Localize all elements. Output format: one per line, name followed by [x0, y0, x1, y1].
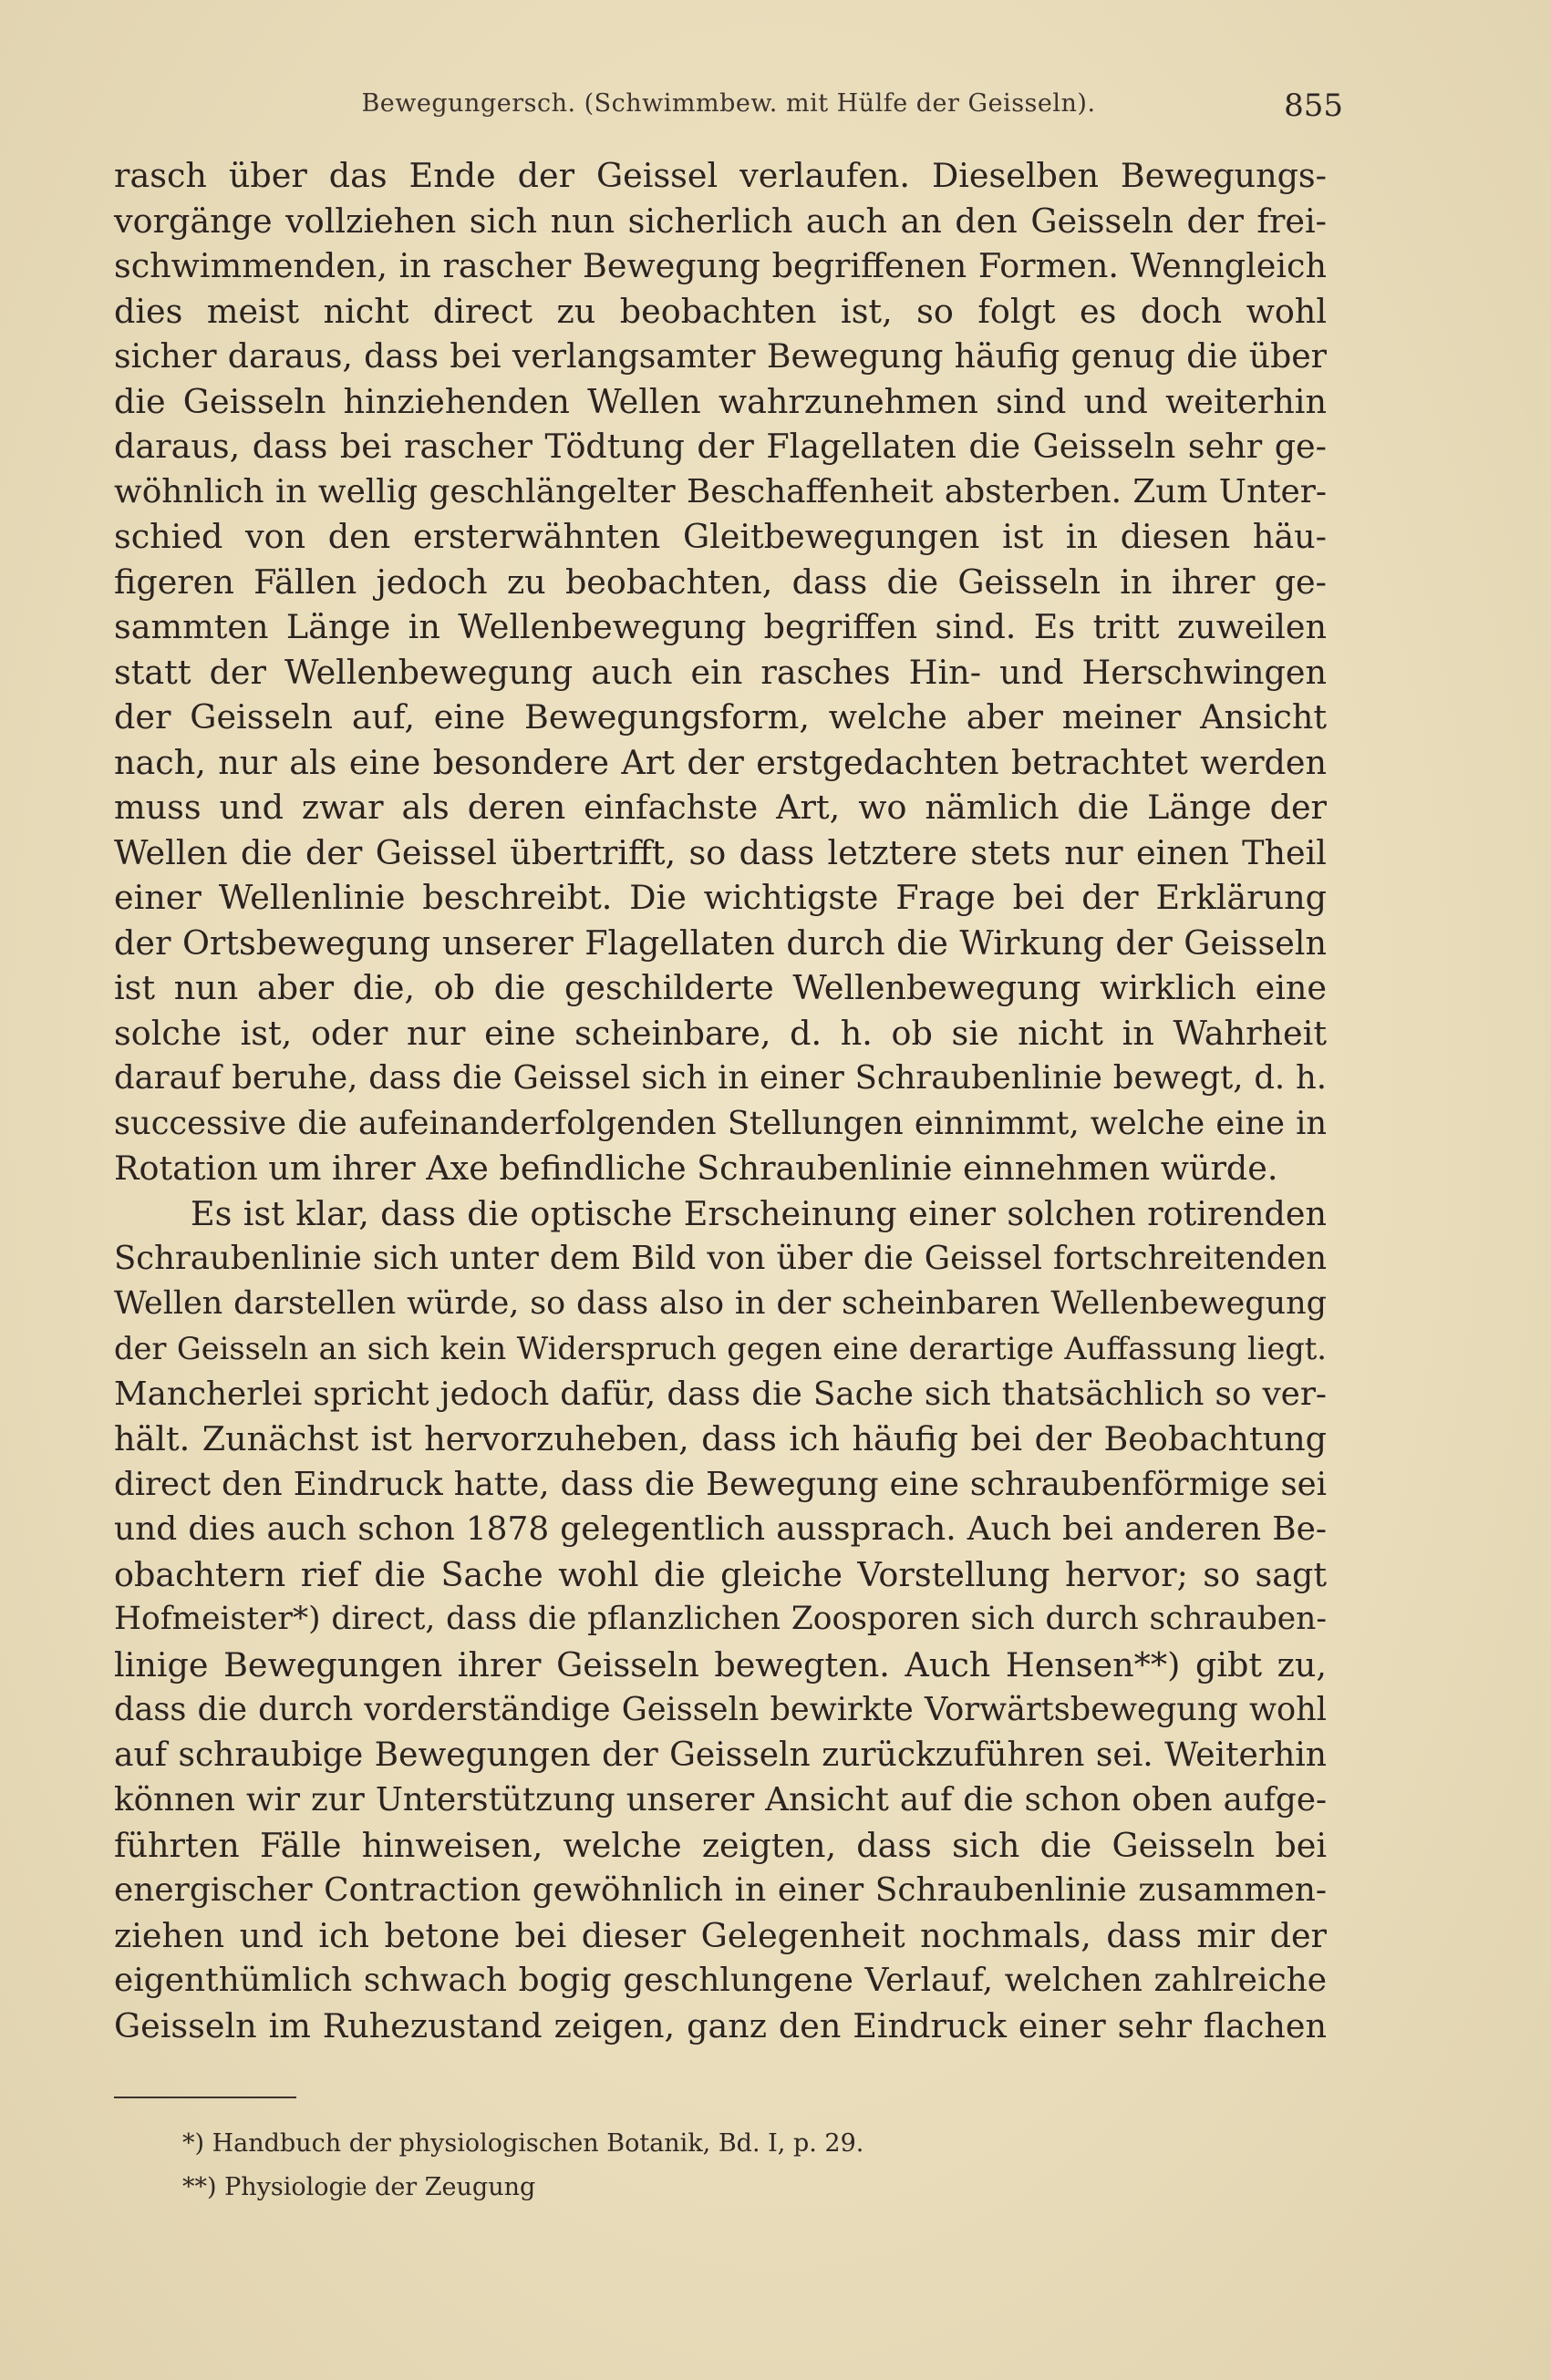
text-line: Hofmeister*) direct, dass die pflanzlichen Zoosporen sich durch schrauben- [114, 1601, 1327, 1637]
text-line: auf schraubige Bewegungen der Geisseln zurückzuführen sei. Weiterhin [114, 1736, 1327, 1774]
text-line: Wellen darstellen würde, so dass also in der scheinbaren Wellenbewegung [114, 1284, 1327, 1322]
page-header [114, 89, 1343, 129]
text-line: führten Fälle hinweisen, welche zeigten, dass sich die Geisseln bei [114, 1825, 1327, 1865]
text-line: obachtern rief die Sache wohl die gleiche Vorstellung hervor; so sagt [114, 1554, 1327, 1594]
text-line: rasch über das Ende der Geissel verlaufen. Dieselben Bewegungs- [114, 156, 1327, 195]
footnote-1: *) Handbuch der physiologischen Botanik, Bd. I, p. 29. [182, 2129, 864, 2158]
text-line: successive die aufeinanderfolgenden Stellungen einnimmt, welche eine in [114, 1104, 1327, 1142]
text-line: der Geisseln an sich kein Widerspruch gegen eine derartige Auffassung liegt. [114, 1331, 1327, 1366]
text-line: schwimmenden, in rascher Bewegung begriffenen Formen. Wenngleich [114, 246, 1327, 285]
text-line: wöhnlich in wellig geschlängelter Beschaffenheit absterben. Zum Unter- [114, 472, 1327, 510]
text-line: eigenthümlich schwach bogig geschlungene Verlauf, welchen zahlreiche [114, 1962, 1327, 1999]
text-line: und dies auch schon 1878 gelegentlich aussprach. Auch bei anderen Be- [114, 1510, 1327, 1548]
paragraph-end-line: Rotation um ihrer Axe befindliche Schraubenlinie einnehmen würde. [114, 1149, 1278, 1188]
running-head: Bewegungersch. (Schwimmbew. mit Hülfe der Geisseln). [361, 89, 1096, 118]
paragraph-start-line: Es ist klar, dass die optische Erscheinung einer solchen rotirenden [191, 1193, 1327, 1233]
text-line: können wir zur Unterstützung unserer Ansicht auf die schon oben aufge- [114, 1781, 1327, 1818]
text-line: dies meist nicht direct zu beobachten ist, so folgt es doch wohl [114, 291, 1327, 331]
text-line: ziehen und ich betone bei dieser Gelegenheit nochmals, dass mir der [114, 1915, 1327, 1955]
body-text [114, 153, 1327, 2048]
page-number: 855 [1284, 88, 1343, 124]
text-line: sammten Länge in Wellenbewegung begriffen sind. Es tritt zuweilen [114, 607, 1327, 646]
text-line: direct den Eindruck hatte, dass die Bewegung eine schraubenförmige sei [114, 1465, 1327, 1503]
text-line: vorgänge vollziehen sich nun sicherlich auch an den Geisseln der frei- [114, 201, 1327, 241]
text-line: einer Wellenlinie beschreibt. Die wichtigste Frage bei der Erklärung [114, 878, 1327, 917]
text-line: Mancherlei spricht jedoch dafür, dass die Sache sich thatsächlich so ver- [114, 1375, 1327, 1413]
text-line: der Ortsbewegung unserer Flagellaten durch die Wirkung der Geisseln [114, 922, 1327, 963]
text-line: daraus, dass bei rascher Tödtung der Flagellaten die Geisseln sehr ge- [114, 427, 1327, 466]
text-line: Geisseln im Ruhezustand zeigen, ganz den Eindruck einer sehr flachen [114, 2005, 1327, 2045]
text-line: statt der Wellenbewegung auch ein rasches Hin- und Herschwingen [114, 652, 1327, 692]
text-line: muss und zwar als deren einfachste Art, wo nämlich die Länge der [114, 788, 1327, 827]
text-line: nach, nur als eine besondere Art der erstgedachten betrachtet werden [114, 742, 1327, 782]
text-line: die Geisseln hinziehenden Wellen wahrzunehmen sind und weiterhin [114, 381, 1327, 421]
text-line: der Geisseln auf, eine Bewegungsform, welche aber meiner Ansicht [114, 697, 1327, 737]
text-line: schied von den ersterwähnten Gleitbewegungen ist in diesen häu- [114, 517, 1327, 556]
footnotes [182, 2122, 1277, 2210]
text-line: ist nun aber die, ob die geschilderte Wellenbewegung wirklich eine [114, 968, 1327, 1007]
text-line: darauf beruhe, dass die Geissel sich in einer Schraubenlinie bewegt, d. h. [114, 1059, 1327, 1097]
text-line: Schraubenlinie sich unter dem Bild von über die Geissel fortschreitenden [114, 1240, 1327, 1277]
text-line: solche ist, oder nur eine scheinbare, d. h. ob sie nicht in Wahrheit [114, 1013, 1327, 1053]
text-line: energischer Contraction gewöhnlich in einer Schraubenlinie zusammen- [114, 1871, 1327, 1909]
text-line: dass die durch vorderständige Geisseln bewirkte Vorwärtsbewegung wohl [114, 1691, 1327, 1728]
footnote-separator [114, 2097, 296, 2098]
text-line: figeren Fällen jedoch zu beobachten, dass die Geisseln in ihrer ge- [114, 562, 1327, 602]
footnote-2: **) Physiologie der Zeugung [182, 2173, 536, 2201]
text-line: sicher daraus, dass bei verlangsamter Bewegung häufig genug die über [114, 336, 1327, 376]
text-line: Wellen die der Geissel übertrifft, so dass letztere stets nur einen Theil [114, 832, 1327, 872]
text-line: linige Bewegungen ihrer Geisseln bewegten. Auch Hensen**) gibt zu, [114, 1644, 1327, 1685]
text-line: hält. Zunächst ist hervorzuheben, dass ich häufig bei der Beobachtung [114, 1419, 1327, 1458]
